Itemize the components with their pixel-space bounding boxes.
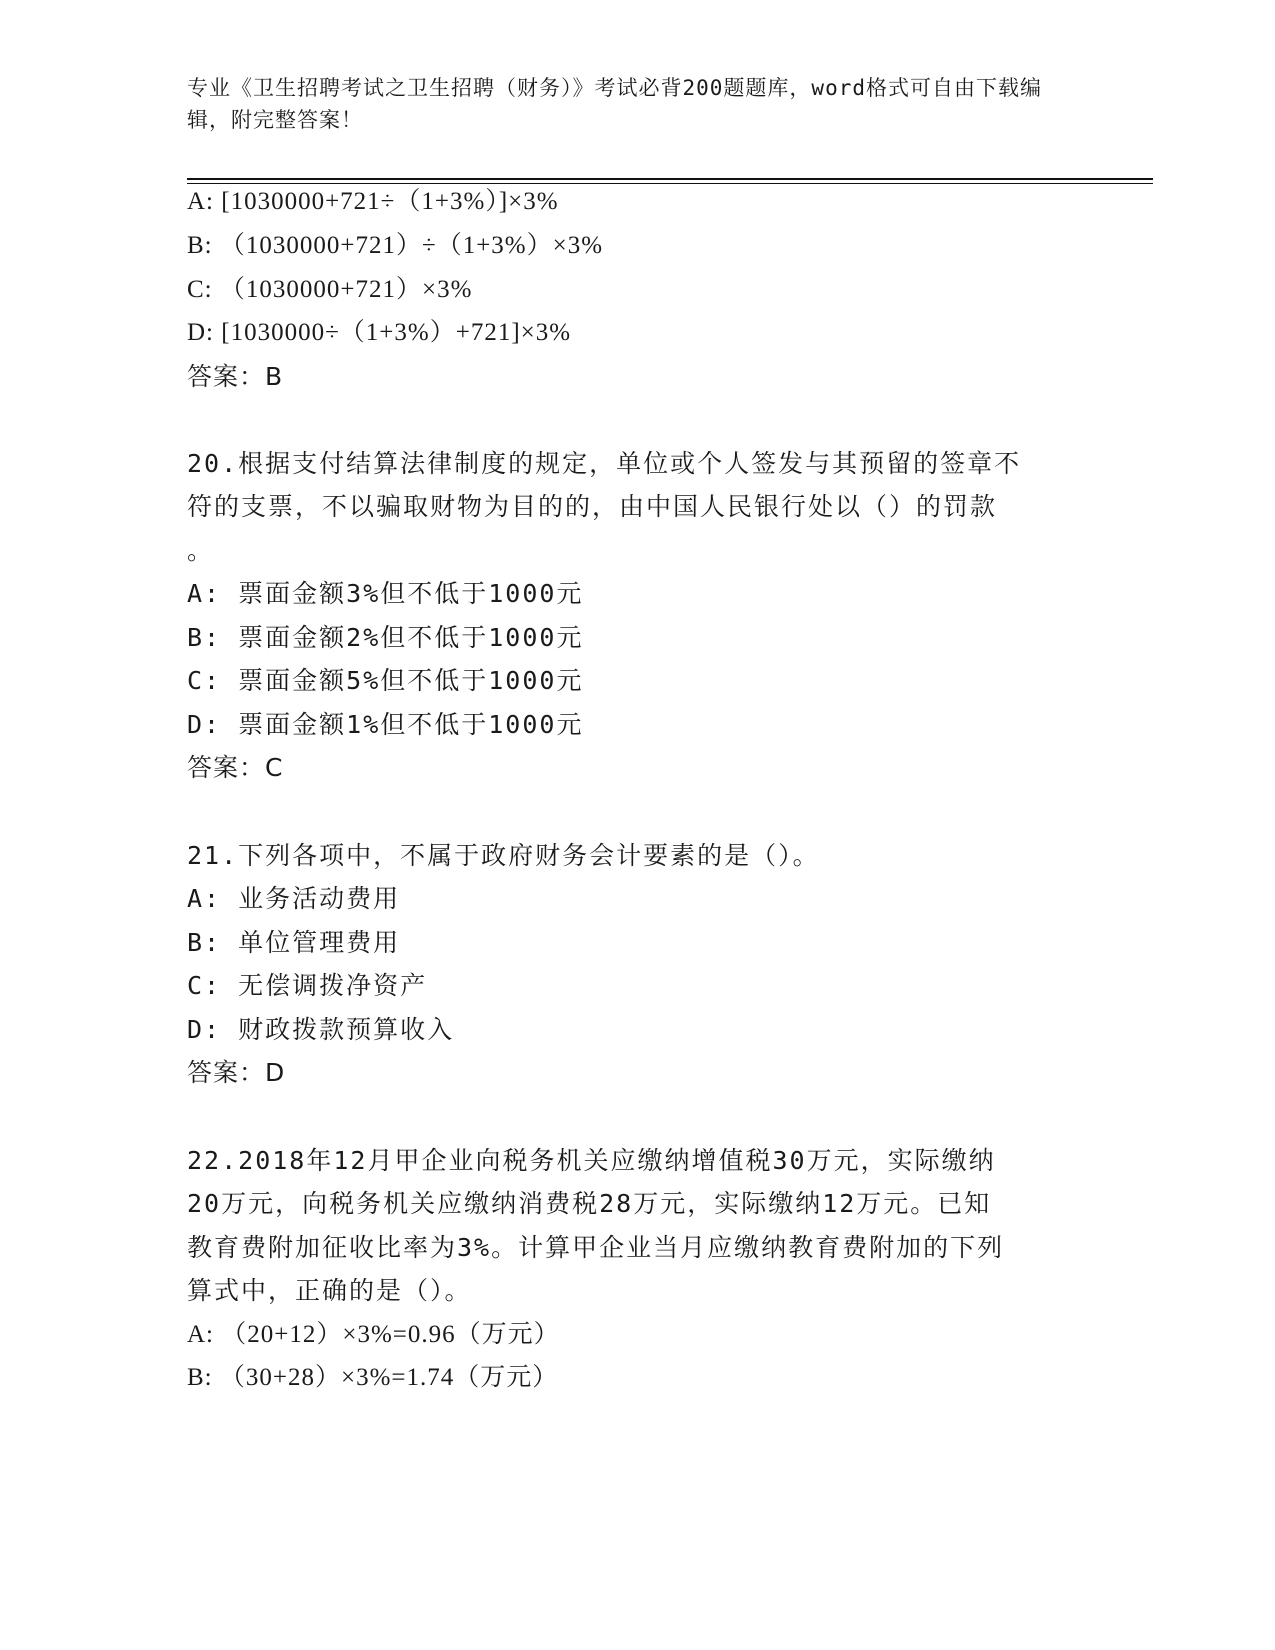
option-d: D: 票面金额1%但不低于1000元 bbox=[187, 710, 584, 739]
option-a: A: [1030000+721÷（1+3%）]×3% bbox=[187, 188, 559, 215]
answer-line: 答案：C bbox=[187, 753, 284, 782]
option-c: C: （1030000+721）×3% bbox=[187, 276, 473, 303]
option-b: B: （1030000+721）÷（1+3%）×3% bbox=[187, 232, 604, 259]
answer-line: 答案：B bbox=[187, 362, 284, 391]
option-c: C: 票面金额5%但不低于1000元 bbox=[187, 666, 584, 695]
answer-line: 答案：D bbox=[187, 1058, 286, 1087]
option-a: A: （20+12）×3%=0.96（万元） bbox=[187, 1321, 560, 1348]
question-text: 算式中，正确的是（）。 bbox=[187, 1276, 472, 1305]
question-text: 教育费附加征收比率为3%。计算甲企业当月应缴纳教育费附加的下列 bbox=[187, 1233, 1005, 1262]
question-text: 20万元，向税务机关应缴纳消费税28万元，实际缴纳12万元。已知 bbox=[187, 1189, 992, 1218]
option-c: C: 无偿调拨净资产 bbox=[187, 971, 428, 1000]
question-text: 。 bbox=[187, 536, 215, 565]
option-b: B: 票面金额2%但不低于1000元 bbox=[187, 623, 584, 652]
option-b: B: （30+28）×3%=1.74（万元） bbox=[187, 1364, 559, 1391]
question-text: 20.根据支付结算法律制度的规定，单位或个人签发与其预留的签章不 bbox=[187, 449, 1022, 478]
option-a: A: 票面金额3%但不低于1000元 bbox=[187, 579, 584, 608]
header-rule-thick bbox=[187, 178, 1153, 180]
question-text: 22.2018年12月甲企业向税务机关应缴纳增值税30万元，实际缴纳 bbox=[187, 1146, 996, 1175]
header-rule-thin bbox=[187, 183, 1153, 184]
option-a: A: 业务活动费用 bbox=[187, 884, 401, 913]
document-header: 专业《卫生招聘考试之卫生招聘（财务）》考试必背200题题库，word格式可自由下载编辑，附完整答案！ bbox=[187, 76, 1042, 132]
question-text: 21.下列各项中，不属于政府财务会计要素的是（）。 bbox=[187, 841, 820, 870]
option-d: D: [1030000÷（1+3%）+721]×3% bbox=[187, 319, 572, 346]
question-text: 符的支票，不以骗取财物为目的的，由中国人民银行处以（）的罚款 bbox=[187, 492, 998, 521]
option-d: D: 财政拨款预算收入 bbox=[187, 1015, 455, 1044]
option-b: B: 单位管理费用 bbox=[187, 928, 401, 957]
